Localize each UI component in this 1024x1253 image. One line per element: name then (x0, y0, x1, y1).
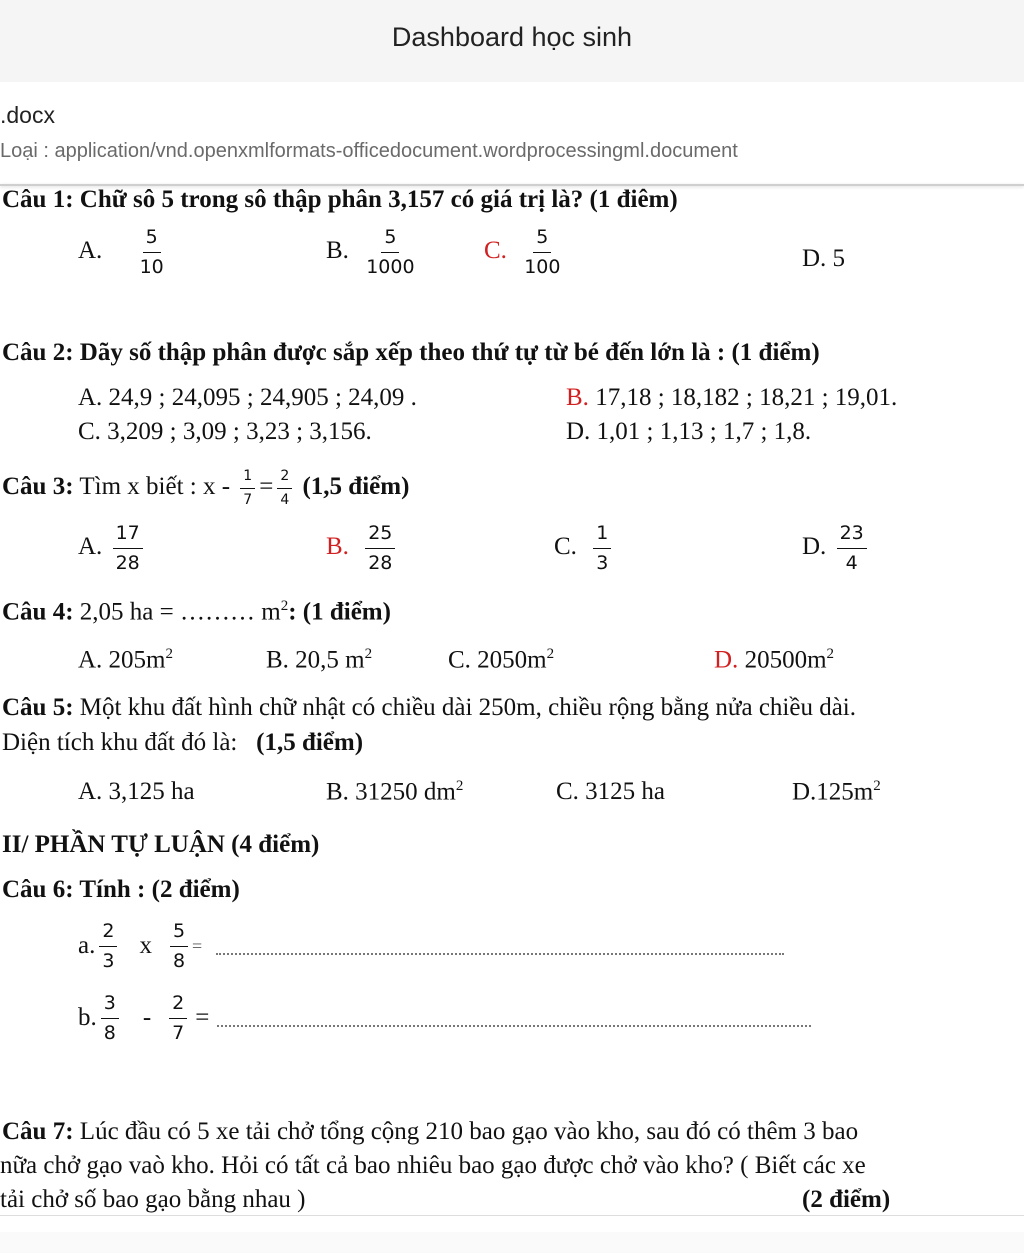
q3-c-num: 1 (593, 522, 611, 549)
q3-d-letter: D. (802, 533, 827, 561)
q6-b-n2: 2 (169, 992, 187, 1019)
q1-a-letter: A. (78, 237, 103, 265)
q6-part-a (78, 920, 784, 973)
question-7-label: Câu 7: (2, 1118, 74, 1145)
q1-option-a (78, 226, 171, 279)
question-6-label: Câu 6: (2, 876, 74, 903)
file-type: Loại : application/vnd.openxmlformats-officedocument.wordprocessingml.document (0, 140, 738, 162)
question-1-text: Chữ sô 5 trong sô thập phân 3,157 có giá trị là? (1 điêm) (79, 186, 678, 213)
q5-d-text: D.125m (792, 778, 874, 806)
q6-b-letter: b. (78, 1004, 97, 1032)
q3-fraction-2 (277, 468, 292, 509)
question-3-text: Tìm x biết : x - (79, 473, 231, 501)
q4-a-text: A. 205m (78, 646, 166, 674)
q3-option-d (802, 522, 871, 575)
q3-d-num: 23 (837, 522, 867, 549)
q3-b-den: 28 (368, 551, 393, 574)
top-bar (0, 0, 1024, 82)
question-1-label: Câu 1: (2, 186, 74, 213)
q1-b-num: 5 (381, 226, 399, 253)
q4-d-sup: 2 (826, 646, 835, 662)
q1-b-letter: B. (326, 237, 349, 265)
question-5-line-2 (2, 729, 363, 757)
q1-b-fraction (363, 226, 417, 279)
question-2-text: Dãy số thập phân được sắp xếp theo thứ tự từ bé đến lớn là : (1 điểm) (79, 339, 820, 366)
q6-a-n1: 2 (99, 920, 117, 947)
q1-a-fraction (137, 226, 167, 279)
q3-f2-den: 4 (280, 491, 290, 508)
q3-f1-num: 1 (240, 468, 255, 489)
q2-option-a: A. 24,9 ; 24,095 ; 24,905 ; 24,09 . (78, 384, 417, 411)
q3-a-num: 17 (113, 522, 143, 549)
q3-equals: = (259, 473, 274, 501)
q6-a-d2: 8 (172, 949, 186, 972)
question-5-text: Một khu đất hình chữ nhật có chiều dài 250m, chiều rộng bằng nửa chiều dài. (79, 694, 857, 721)
page-title: Dashboard học sinh (391, 22, 633, 52)
q1-c-letter: C. (484, 237, 507, 265)
q3-option-b (326, 522, 399, 575)
q3-a-fraction (113, 522, 143, 575)
question-5-label: Câu 5: (2, 694, 74, 721)
q4-a-sup: 2 (165, 646, 173, 662)
q6-b-fraction-2 (169, 992, 187, 1045)
q4-b-text: B. 20,5 m (266, 646, 365, 674)
q3-option-c (554, 522, 615, 575)
q3-b-letter: B. (326, 533, 349, 561)
q3-b-num: 25 (365, 522, 395, 549)
question-3-label: Câu 3: (2, 473, 74, 501)
q3-c-letter: C. (554, 533, 577, 561)
q6-b-d2: 7 (172, 1021, 185, 1044)
document-page (0, 186, 1024, 1216)
q1-c-fraction (521, 226, 563, 279)
question-3 (2, 468, 409, 509)
question-2-label: Câu 2: (2, 339, 74, 366)
q6-a-n2: 5 (170, 920, 188, 947)
q4-option-d (714, 646, 834, 674)
footer-divider (0, 1215, 1024, 1216)
q6-a-operator: x (139, 932, 152, 960)
q6-b-operator: - (142, 1004, 152, 1032)
question-6 (2, 876, 240, 904)
q5-b-sup: 2 (455, 778, 464, 794)
q6-a-equals: = (192, 935, 203, 956)
question-7-points: (2 điểm) (802, 1186, 891, 1213)
q3-a-letter: A. (78, 533, 103, 561)
q1-option-d: D. 5 (802, 245, 846, 272)
q1-c-den: 100 (524, 255, 561, 278)
q4-option-c (448, 646, 554, 674)
q3-f2-num: 2 (277, 468, 292, 489)
q3-fraction-1 (240, 468, 255, 509)
q5-d-sup: 2 (873, 778, 881, 794)
q5-option-a: A. 3,125 ha (78, 778, 195, 805)
file-name: .docx (0, 102, 55, 128)
q4-option-a (78, 646, 173, 674)
q4-option-b (266, 646, 372, 674)
q6-b-n1: 3 (101, 992, 119, 1019)
question-6-text: Tính : (2 điểm) (79, 876, 240, 903)
q3-a-den: 28 (115, 551, 140, 574)
question-5 (2, 694, 856, 722)
q1-a-num: 5 (143, 226, 161, 253)
q6-part-b (78, 992, 811, 1045)
q3-d-fraction (837, 522, 867, 575)
footer-area (0, 1232, 1024, 1253)
q4-d-text: 20500m (744, 646, 827, 674)
q4-c-sup: 2 (546, 646, 555, 662)
q6-a-d1: 3 (102, 949, 115, 972)
question-4-text: 2,05 ha = ……… m (79, 598, 281, 626)
q2-option-c: C. 3,209 ; 3,09 ; 3,23 ; 3,156. (78, 418, 372, 445)
q3-f1-den: 7 (243, 491, 253, 508)
q6-a-letter: a. (78, 932, 96, 960)
q3-option-a (78, 522, 147, 575)
q6-b-fraction-1 (101, 992, 119, 1045)
question-7-line-1: Lúc đầu có 5 xe tải chở tổng cộng 210 bao gạo vào kho, sau đó có thêm 3 bao (79, 1118, 859, 1145)
q3-c-fraction (593, 522, 611, 575)
q6-b-answer-line (217, 1009, 811, 1027)
q1-a-den: 10 (139, 255, 164, 278)
q4-b-sup: 2 (364, 646, 373, 662)
question-5-text-2: Diện tích khu đất đó là: (2, 729, 238, 756)
question-4-points: : (1 điểm) (288, 598, 391, 626)
q6-b-equals: = (195, 1004, 210, 1032)
question-3-points: (1,5 điểm) (302, 473, 410, 501)
q4-d-letter: D. (714, 646, 739, 674)
q2-option-b (566, 384, 897, 412)
q5-option-c: C. 3125 ha (556, 778, 666, 805)
question-7-line-2: nữa chở gạo vaò kho. Hỏi có tất cả bao nhiêu bao gạo được chở vào kho? ( Biết các xe (0, 1152, 866, 1179)
part-2-heading: II/ PHẦN TỰ LUẬN (4 điểm) (2, 831, 320, 858)
q3-b-fraction (365, 522, 395, 575)
q3-d-den: 4 (845, 551, 858, 574)
question-1 (2, 186, 678, 214)
q6-a-fraction-2 (170, 920, 188, 973)
q1-option-c (484, 226, 567, 279)
question-2 (2, 339, 820, 367)
q6-a-fraction-1 (99, 920, 117, 973)
question-5-points: (1,5 điểm) (256, 729, 364, 756)
q4-c-text: C. 2050m (448, 646, 547, 674)
q2-b-letter: B. (566, 384, 589, 411)
q2-option-d: D. 1,01 ; 1,13 ; 1,7 ; 1,8. (566, 418, 812, 445)
q2-b-text: 17,18 ; 18,182 ; 18,21 ; 19,01. (595, 384, 898, 411)
q1-c-num: 5 (533, 226, 551, 253)
question-7-line-3: tải chở số bao gạo bằng nhau ) (0, 1186, 306, 1213)
q6-b-d1: 8 (103, 1021, 116, 1044)
question-4 (2, 598, 391, 626)
q1-option-b (326, 226, 422, 279)
q5-b-text: B. 31250 dm (326, 778, 456, 806)
q4-superscript: 2 (280, 598, 289, 614)
question-7 (2, 1118, 858, 1146)
q1-b-den: 1000 (366, 255, 415, 278)
q3-c-den: 3 (596, 551, 609, 574)
q5-option-d (792, 778, 881, 806)
q6-a-answer-line (216, 937, 784, 955)
question-4-label: Câu 4: (2, 598, 74, 626)
q5-option-b (326, 778, 463, 806)
